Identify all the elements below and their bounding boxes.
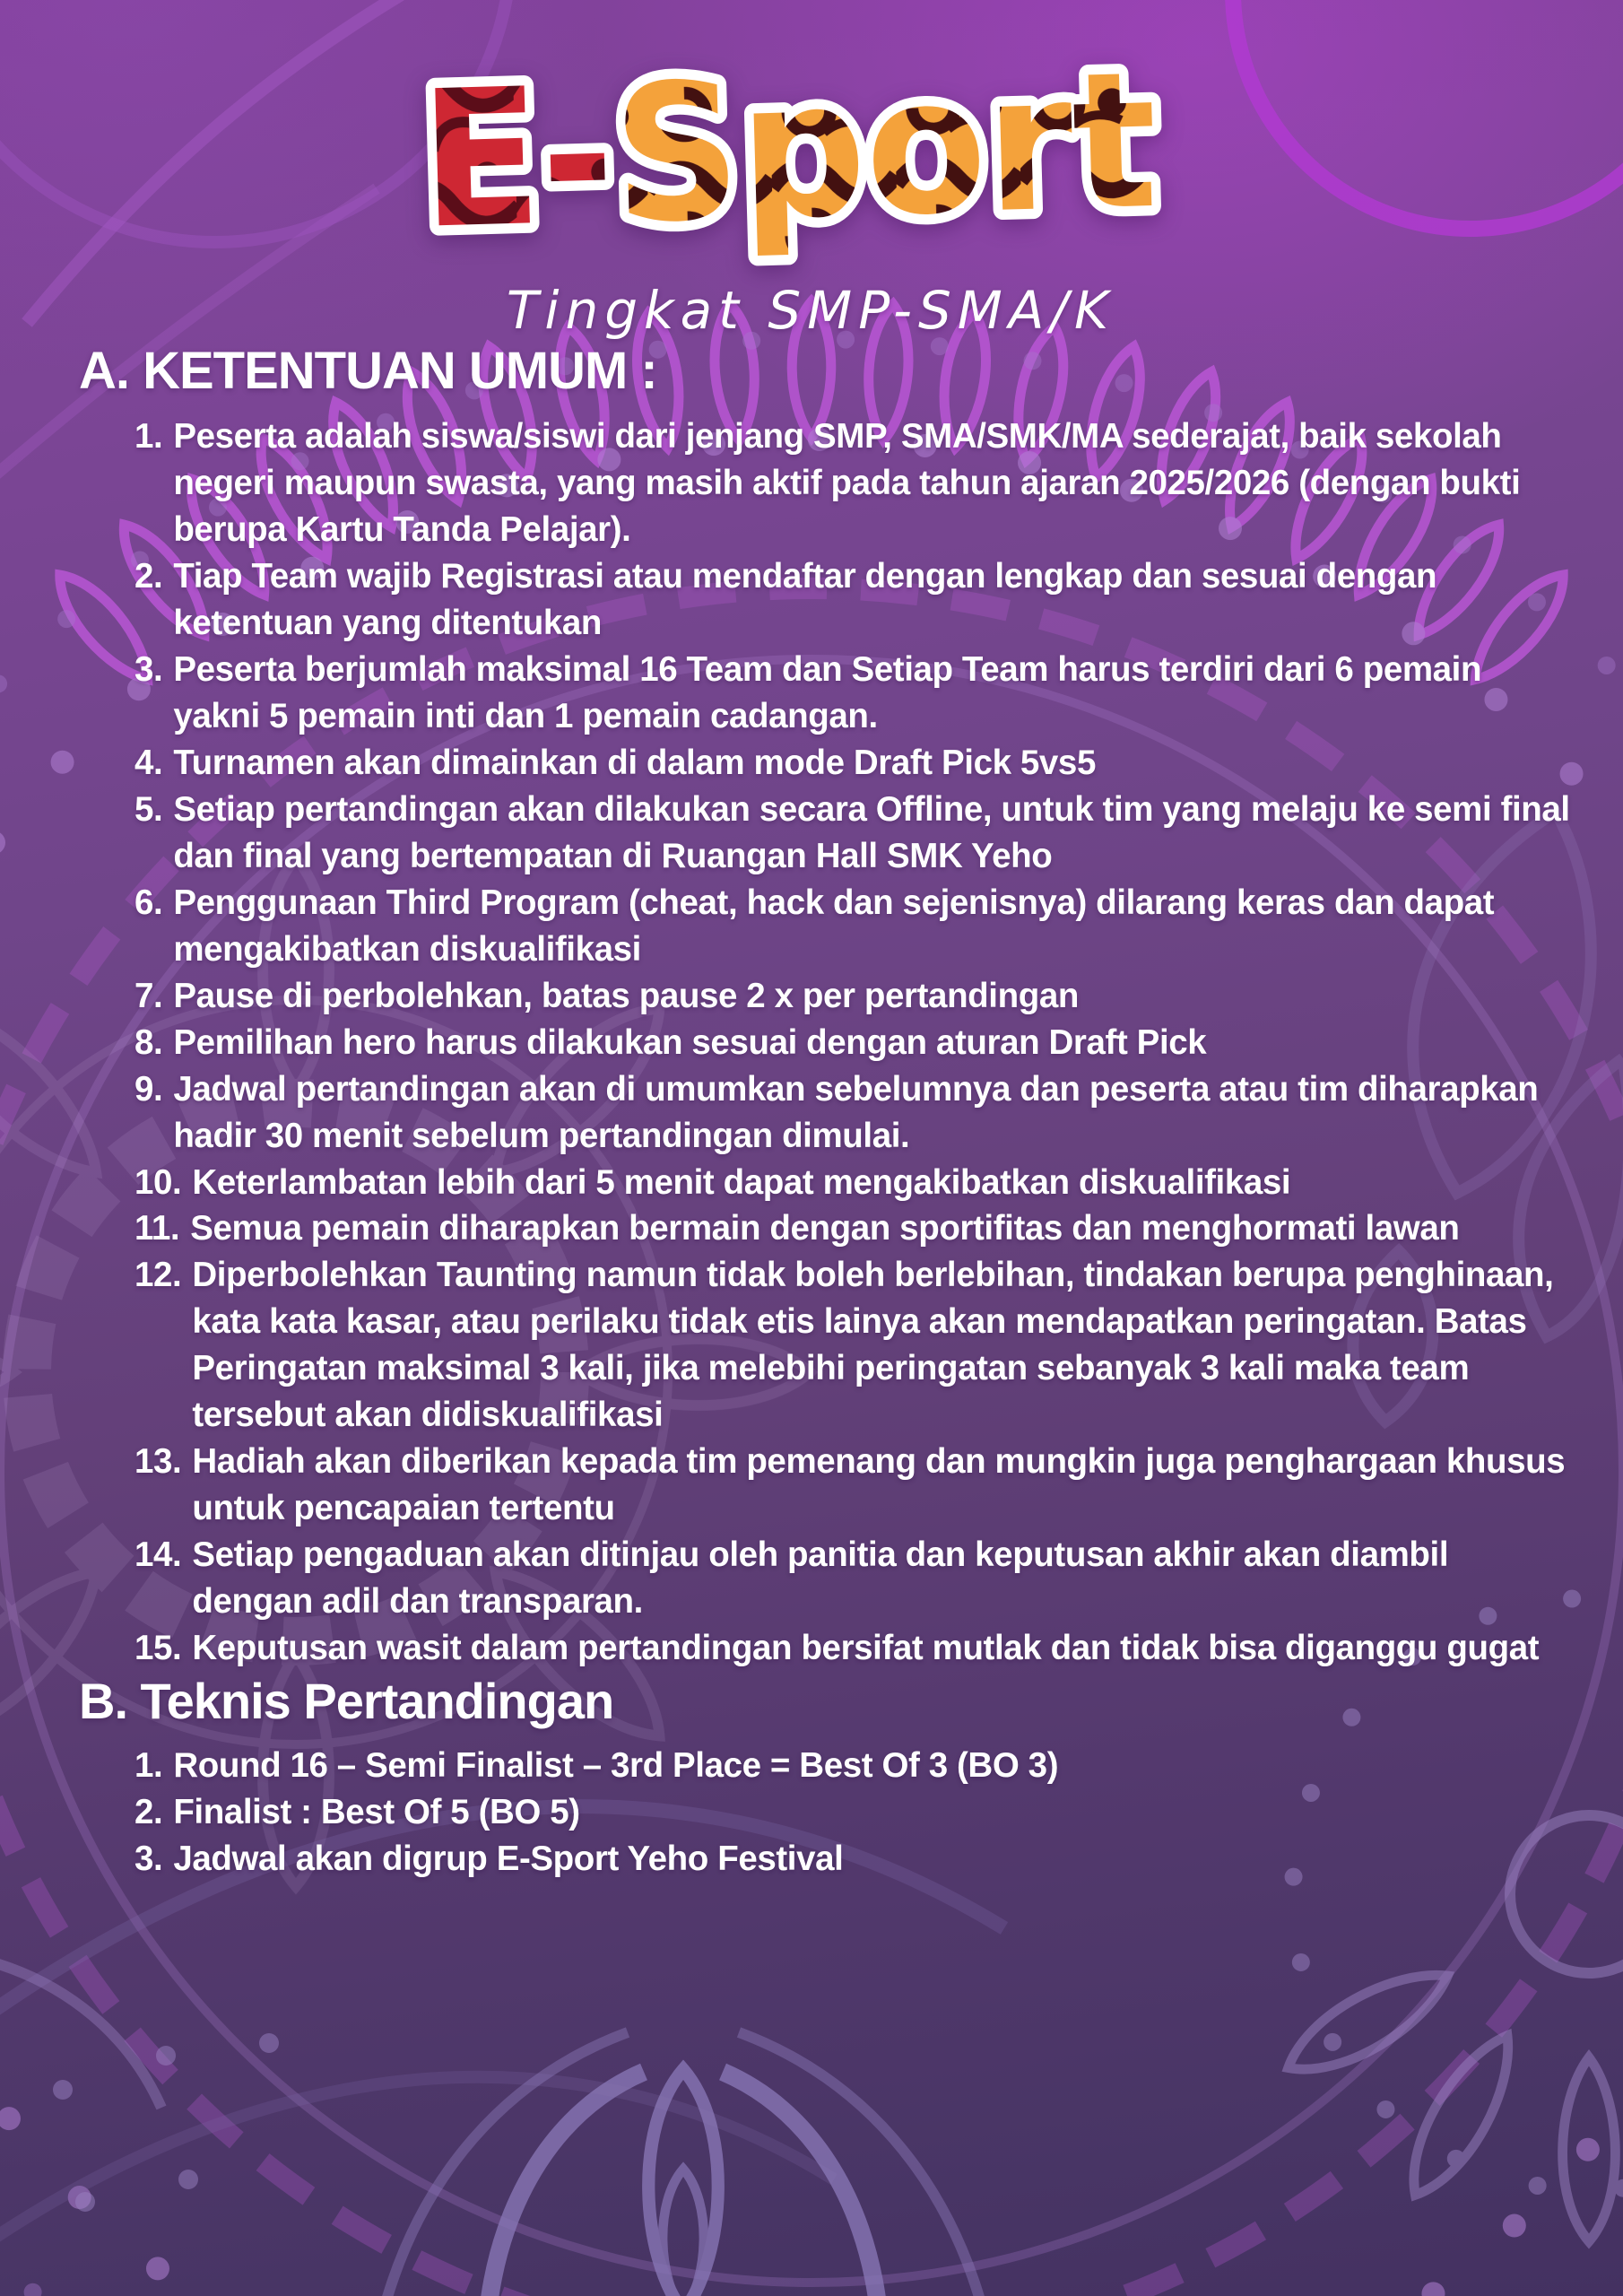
rule-item [135,740,1575,787]
rule-number: 9. [135,1069,163,1109]
rule-text: Setiap pertandingan akan dilakukan secara Offline, untuk tim yang melaju ke semi final dan final yang bertempatan di Ruangan Hall SMK Yeho [173,789,1570,875]
section-a-list [79,413,1575,1672]
rule-number: 13. [135,1442,182,1482]
rule-item [135,1743,1575,1789]
rule-text: Semua pemain diharapkan bermain dengan sportifitas dan menghormati lawan [190,1209,1460,1248]
rule-text: Diperbolehkan Taunting namun tidak boleh berlebihan, tindakan berupa penghinaan, kata kata kasar, atau perilaku tidak etis lainya akan mendapatkan peringatan. Batas Peringatan maksimal 3 kali, jika melebihi peringatan sebanyak 3 kali maka team tersebut akan didiskualifikasi [192,1256,1554,1435]
rule-text: Setiap pengaduan akan ditinjau oleh panitia dan keputusan akhir akan diambil dengan adil dan transparan. [192,1535,1449,1622]
title-wrap [41,27,1537,271]
rule-item [135,1066,1575,1160]
rule-number: 3. [135,1839,163,1879]
rule-text: Keterlambatan lebih dari 5 menit dapat mengakibatkan diskualifikasi [192,1162,1291,1202]
rule-item [135,1532,1575,1625]
rule-number: 11. [135,1209,180,1248]
rule-text: Turnamen akan dimainkan di dalam mode Draft Pick 5vs5 [173,743,1096,782]
rule-item [135,1836,1575,1883]
rule-item [135,413,1575,553]
subtitle: Tingkat SMP-SMA/K [506,280,1115,341]
section-ketentuan-umum [79,341,1575,1672]
rule-text: Finalist : Best Of 5 (BO 5) [173,1793,580,1832]
rule-item [135,973,1575,1020]
rule-item [135,1160,1575,1206]
rule-item [135,1789,1575,1836]
rule-number: 10. [135,1162,182,1202]
rule-number: 8. [135,1022,163,1062]
title-part-e: E- [418,45,631,271]
section-b-list [79,1743,1575,1883]
rule-item [135,553,1575,647]
esport-title [398,27,1200,271]
rule-number: 2. [135,1793,163,1832]
rule-text: Penggunaan Third Program (cheat, hack dan sejenisnya) dilarang keras dan dapat mengakibatkan diskualifikasi [173,883,1495,969]
rule-number: 12. [135,1256,182,1295]
rule-number: 15. [135,1629,182,1668]
rule-item [135,1439,1575,1532]
section-a-heading: A. KETENTUAN UMUM : [79,342,657,400]
rule-number: 7. [135,976,163,1015]
rule-text: Hadiah akan diberikan kepada tim pemenang dan mungkin juga penghargaan khusus untuk pencapaian tertentu [192,1442,1566,1528]
rule-item [135,1625,1575,1672]
rule-text: Jadwal pertandingan akan di umumkan sebelumnya dan peserta atau tim diharapkan hadir 30 menit sebelum pertandingan dimulai. [173,1069,1539,1155]
section-teknis-pertandingan [79,1672,1575,1883]
rule-text: Round 16 – Semi Finalist – 3rd Place = Best Of 3 (BO 3) [173,1746,1059,1786]
rule-number: 1. [135,1746,163,1786]
rule-number: 4. [135,743,163,782]
section-b-heading: B. Teknis Pertandingan [79,1673,614,1730]
rule-item [135,787,1575,880]
rule-item [135,1205,1575,1252]
title-part-sport: Sport [611,29,1200,265]
rule-item [135,1252,1575,1439]
rule-text: Jadwal akan digrup E-Sport Yeho Festival [173,1839,844,1879]
title-text [418,29,1200,271]
rule-text: Pause di perbolehkan, batas pause 2 x per pertandingan [173,976,1079,1015]
rule-text: Pemilihan hero harus dilakukan sesuai dengan aturan Draft Pick [173,1022,1207,1062]
rule-number: 1. [135,417,163,456]
rule-text: Keputusan wasit dalam pertandingan bersifat mutlak dan tidak bisa diganggu gugat [192,1629,1540,1668]
rule-number: 6. [135,883,163,922]
rule-number: 5. [135,789,163,829]
rule-number: 14. [135,1535,182,1575]
rule-item [135,880,1575,973]
rule-number: 3. [135,649,163,689]
rule-item [135,647,1575,740]
rule-number: 2. [135,556,163,596]
rule-item [135,1020,1575,1066]
rule-text: Tiap Team wajib Registrasi atau mendaftar dengan lengkap dan sesuai dengan ketentuan yang ditentukan [173,556,1437,642]
rule-text: Peserta adalah siswa/siswi dari jenjang SMP, SMA/SMK/MA sederajat, baik sekolah negeri maupun swasta, yang masih aktif pada tahun ajaran 2025/2026 (dengan bukti berupa Kartu Tanda Pelajar). [173,417,1521,549]
rule-text: Peserta berjumlah maksimal 16 Team dan Setiap Team harus terdiri dari 6 pemain yakni 5 pemain inti dan 1 pemain cadangan. [173,649,1482,735]
